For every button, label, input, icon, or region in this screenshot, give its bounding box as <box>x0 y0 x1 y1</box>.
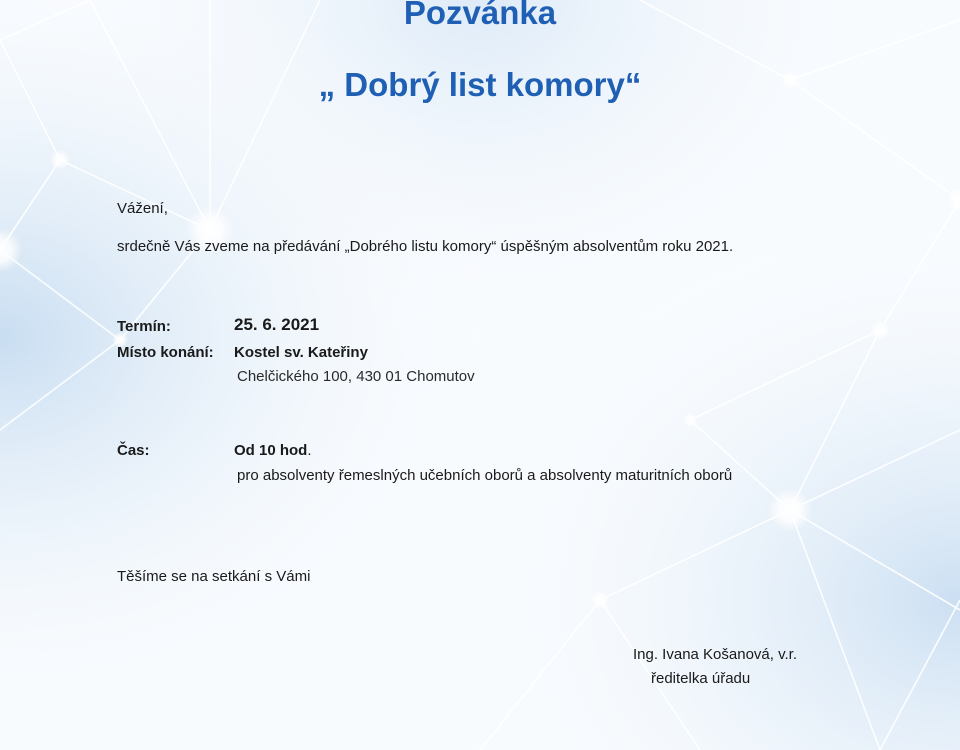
time-label: Čas: <box>117 442 150 459</box>
term-label: Termín: <box>117 318 171 335</box>
term-value: 25. 6. 2021 <box>234 315 320 334</box>
time-value-line <box>234 442 312 459</box>
time-note: pro absolventy řemeslných učebních oborů a absolventy maturitních oborů <box>237 467 733 484</box>
document-title: Pozvánka <box>403 0 557 31</box>
closing-text: Těšíme se na setkání s Vámi <box>117 568 311 585</box>
place-name: Kostel sv. Kateřiny <box>234 344 368 361</box>
place-address: Chelčického 100, 430 01 Chomutov <box>237 368 475 385</box>
time-value: Od 10 hod <box>234 442 308 459</box>
time-suffix: . <box>307 442 312 459</box>
signature-name: Ing. Ivana Košanová, v.r. <box>633 646 797 663</box>
place-label: Místo konání: <box>117 344 214 361</box>
greeting: Vážení, <box>117 200 168 217</box>
document-subtitle: „ Dobrý list komory“ <box>318 66 642 103</box>
signature-role: ředitelka úřadu <box>651 670 751 687</box>
intro-text: srdečně Vás zveme na předávání „Dobrého listu komory“ úspěšným absolventům roku 2021. <box>117 238 734 255</box>
